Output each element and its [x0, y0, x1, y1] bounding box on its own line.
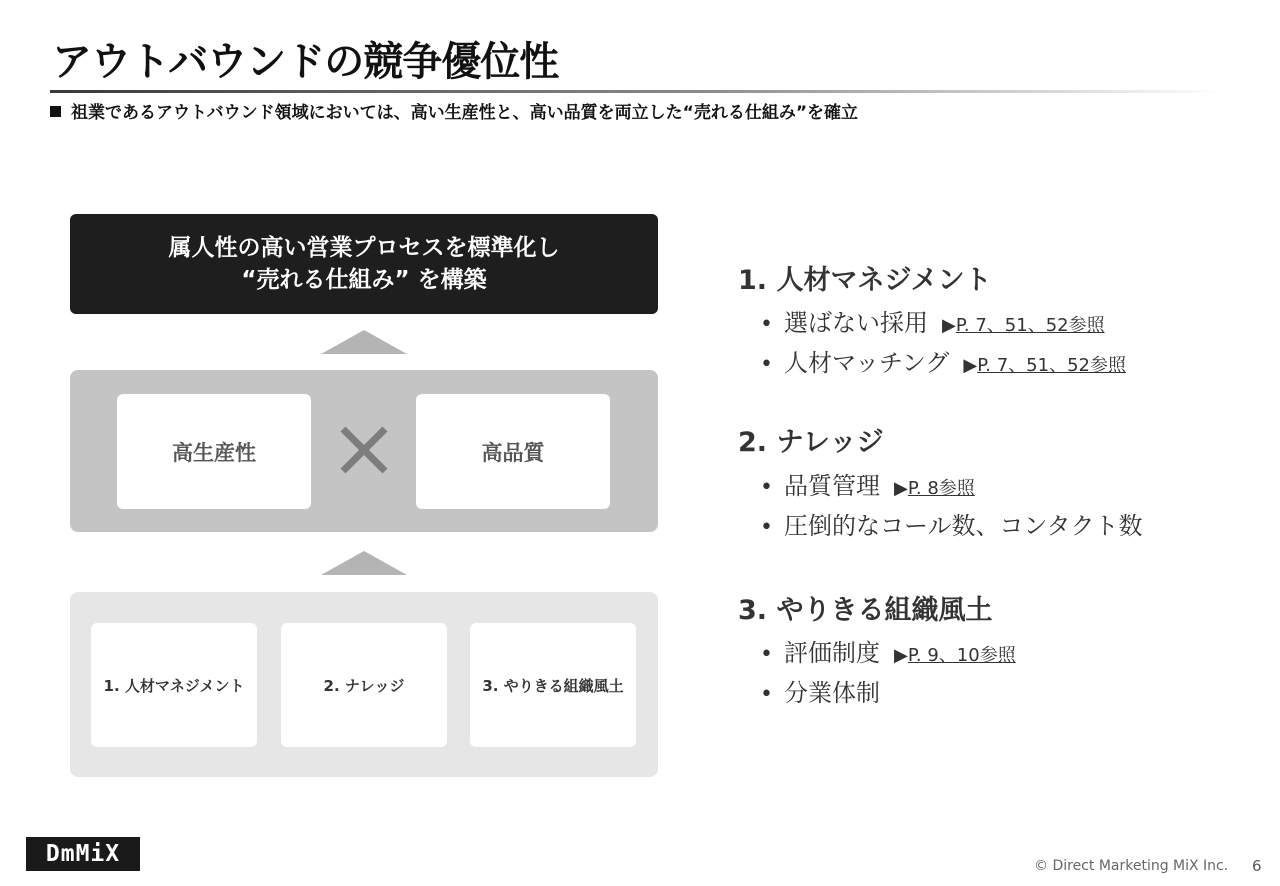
times-icon	[338, 424, 390, 476]
bullet-icon: •	[760, 642, 773, 667]
list-item-text: 分業体制	[784, 679, 880, 707]
standardized-process-box	[70, 214, 658, 314]
triangle-right-icon: ▶	[942, 315, 956, 336]
arrow-up-icon	[321, 330, 407, 354]
list-item	[760, 343, 1126, 378]
bullet-icon: •	[760, 312, 773, 337]
square-bullet-icon	[50, 106, 61, 117]
high-quality-card: 高品質	[416, 394, 610, 509]
triangle-right-icon: ▶	[894, 645, 908, 666]
copyright-text: © Direct Marketing MiX Inc.	[1034, 858, 1229, 874]
subtitle-text: 祖業であるアウトバウンド領域においては、高い生産性と、高い品質を両立した“売れる仕組み”を確立	[71, 103, 859, 123]
company-logo: DmMiX	[26, 837, 140, 871]
list-item	[760, 303, 1105, 338]
triangle-right-icon: ▶	[963, 355, 978, 376]
pillar-card: 3. やりきる組織風土	[470, 623, 636, 747]
section-heading: 3. やりきる組織風土	[738, 595, 993, 626]
section-heading: 1. 人材マネジメント	[738, 265, 992, 296]
page-reference[interactable]	[942, 311, 1105, 337]
bullet-icon: •	[760, 475, 773, 500]
list-item	[760, 673, 880, 708]
page-reference[interactable]	[963, 351, 1126, 377]
page-title: アウトバウンドの競争優位性	[52, 39, 559, 85]
high-productivity-card: 高生産性	[117, 394, 311, 509]
page-reference-link[interactable]: P. 7、51、52参照	[955, 315, 1105, 336]
productivity-quality-panel	[70, 370, 658, 532]
bullet-icon: •	[760, 515, 773, 540]
page-reference-link[interactable]: P. 9、10参照	[907, 645, 1016, 666]
list-item-text: 選ばない採用	[784, 309, 928, 337]
pillar-card: 2. ナレッジ	[281, 623, 447, 747]
page-reference[interactable]	[894, 641, 1016, 667]
arrow-up-icon	[321, 551, 407, 575]
pillars-panel	[70, 592, 658, 777]
page-reference[interactable]	[894, 474, 975, 500]
list-item-text: 評価制度	[784, 639, 880, 667]
triangle-right-icon: ▶	[894, 478, 908, 499]
list-item-text: 品質管理	[784, 472, 880, 500]
top-box-line-2: “売れる仕組み” を構築	[241, 267, 487, 293]
list-item	[760, 466, 975, 501]
list-item	[760, 506, 1143, 541]
list-item-text: 人材マッチング	[784, 349, 950, 377]
bullet-icon: •	[760, 682, 773, 707]
title-divider	[50, 90, 1225, 93]
list-item-text: 圧倒的なコール数、コンタクト数	[784, 512, 1143, 540]
list-item	[760, 633, 1016, 668]
page-reference-link[interactable]: P. 7、51、52参照	[977, 355, 1126, 376]
page-subtitle	[50, 98, 858, 123]
top-box-line-1: 属人性の高い営業プロセスを標準化し	[168, 235, 560, 261]
section-heading: 2. ナレッジ	[738, 427, 884, 458]
pillar-card: 1. 人材マネジメント	[91, 623, 257, 747]
page-reference-link[interactable]: P. 8参照	[907, 478, 975, 499]
bullet-icon: •	[760, 352, 773, 377]
page-number: 6	[1252, 857, 1262, 875]
